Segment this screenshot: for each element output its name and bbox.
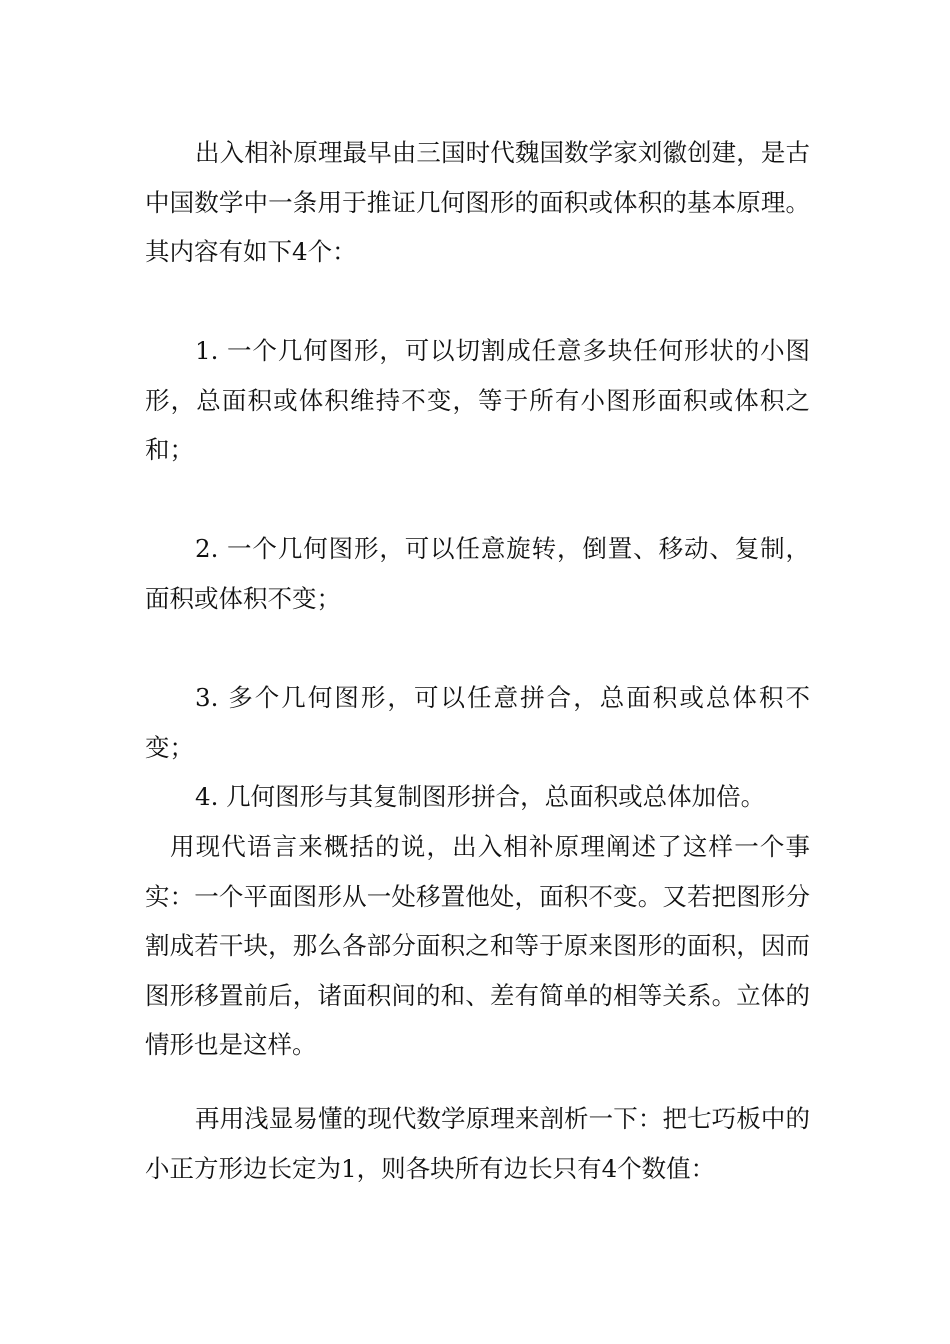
paragraph-item-1: 1. 一个几何图形，可以切割成任意多块任何形状的小图形，总面积或体积维持不变，等于所有小图形面积或体积之和； bbox=[145, 336, 810, 464]
paragraph-item-2: 2. 一个几何图形，可以任意旋转，倒置、移动、复制，面积或体积不变； bbox=[145, 534, 810, 613]
paragraph-analysis: 再用浅显易懂的现代数学原理来剖析一下：把七巧板中的小正方形边长定为1，则各块所有边长只有4个数值： bbox=[145, 1104, 810, 1183]
paragraph-summary: 用现代语言来概括的说，出入相补原理阐述了这样一个事实：一个平面图形从一处移置他处，面积不变。又若把图形分割成若干块，那么各部分面积之和等于原来图形的面积，因而图形移置前后，诸面积间的和、差有简单的相等关系。立体的情形也是这样。 bbox=[145, 832, 810, 1059]
paragraph-item-3: 3. 多个几何图形，可以任意拼合，总面积或总体积不变； bbox=[145, 683, 810, 762]
paragraph-item-4: 4. 几何图形与其复制图形拼合，总面积或总体加倍。 bbox=[195, 782, 766, 811]
paragraph-intro: 出入相补原理最早由三国时代魏国数学家刘徽创建，是古中国数学中一条用于推证几何图形的面积或体积的基本原理。其内容有如下4个： bbox=[145, 138, 810, 266]
